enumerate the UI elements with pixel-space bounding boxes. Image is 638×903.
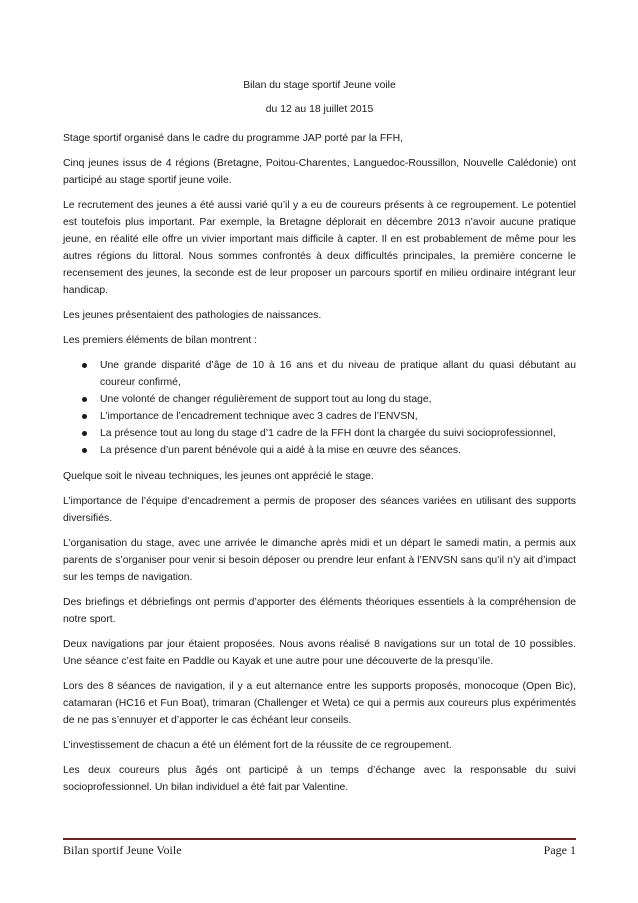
- paragraph: Des briefings et débriefings ont permis d’apporter des éléments théoriques essentiels à la compréhension de notre sport.: [63, 597, 576, 625]
- paragraph: Lors des 8 séances de navigation, il y a eut alternance entre les supports proposés, monocoque (Open Bic), catamaran (HC16 et Fun Boat), trimaran (Challenger et Weta) ce qui a permis aux coureurs plus expérimentés de ne pas s’ennuyer et d’apporter le cas échéant leur conseils.: [63, 681, 576, 726]
- list-item-text: Une volonté de changer régulièrement de support tout au long du stage,: [100, 394, 432, 405]
- bullet-icon: [82, 363, 87, 368]
- document-body: [63, 130, 576, 804]
- paragraph: L’investissement de chacun a été un élément fort de la réussite de ce regroupement.: [63, 740, 452, 751]
- document-dates: du 12 au 18 juillet 2015: [265, 104, 374, 115]
- list-item-text: La présence tout au long du stage d’1 cadre de la FFH dont la chargée du suivi socioprofessionnel,: [100, 428, 556, 439]
- paragraph: Quelque soit le niveau techniques, les jeunes ont apprécié le stage.: [63, 471, 374, 482]
- bullet-list: [63, 357, 576, 459]
- list-item: [63, 408, 576, 425]
- document-title: Bilan du stage sportif Jeune voile: [243, 80, 396, 91]
- bullet-icon: [82, 448, 87, 453]
- paragraph: L’importance de l’équipe d’encadrement a permis de proposer des séances variées en utilisant des supports diversifiés.: [63, 496, 576, 524]
- list-item: [63, 357, 576, 391]
- paragraph: Stage sportif organisé dans le cadre du programme JAP porté par la FFH,: [63, 133, 403, 144]
- paragraph: Deux navigations par jour étaient proposées. Nous avons réalisé 8 navigations sur un total de 10 possibles. Une séance c’est faite en Paddle ou Kayak et une autre pour une découverte de la presqu’ile.: [63, 639, 576, 667]
- list-item: [63, 442, 576, 459]
- paragraph: Les deux coureurs plus âgés ont participé à un temps d’échange avec la responsable du suivi socioprofessionnel. Un bilan individuel a été fait par Valentine.: [63, 765, 576, 793]
- paragraph: Cinq jeunes issus de 4 régions (Bretagne, Poitou-Charentes, Languedoc-Roussillon, Nouvelle Calédonie) ont participé au stage sportif jeune voile.: [63, 158, 576, 186]
- page-number: Page 1: [543, 843, 576, 857]
- footer-title: Bilan sportif Jeune Voile: [63, 843, 182, 857]
- bullet-icon: [82, 397, 87, 402]
- paragraph: L’organisation du stage, avec une arrivée le dimanche après midi et un départ le samedi matin, a permis aux parents de s’organiser pour venir si besoin déposer ou prendre leur enfant à l’ENVSN sans qu’il n’y ait d’impact sur les temps de navigation.: [63, 538, 576, 583]
- paragraph: Les jeunes présentaient des pathologies de naissances.: [63, 310, 322, 321]
- list-item-text: Une grande disparité d’âge de 10 à 16 ans et du niveau de pratique allant du quasi débutant au coureur confirmé,: [100, 360, 576, 388]
- document-page: [63, 0, 576, 903]
- list-item: [63, 425, 576, 442]
- footer-divider: [63, 838, 576, 840]
- list-item-text: L’importance de l’encadrement technique avec 3 cadres de l’ENVSN,: [100, 411, 418, 422]
- list-item-text: La présence d’un parent bénévole qui a aidé à la mise en œuvre des séances.: [100, 445, 462, 456]
- paragraph: Les premiers éléments de bilan montrent :: [63, 335, 258, 346]
- list-item: [63, 391, 576, 408]
- paragraph: Le recrutement des jeunes a été aussi varié qu’il y a eu de coureurs présents à ce regroupement. Le potentiel est toutefois plus important. Par exemple, la Bretagne déplorait en décembre 2013 n’avoir aucune pratique jeune, en réalité elle offre un vivier important mais difficile à capter. Il en est probablement de même pour les autres régions du littoral. Nous sommes confrontés à deux difficultés principales, la première concerne le recensement des jeunes, la seconde est de leur proposer un parcours sportif en milieu ordinaire intégrant leur handicap.: [63, 200, 576, 296]
- bullet-icon: [82, 431, 87, 436]
- bullet-icon: [82, 414, 87, 419]
